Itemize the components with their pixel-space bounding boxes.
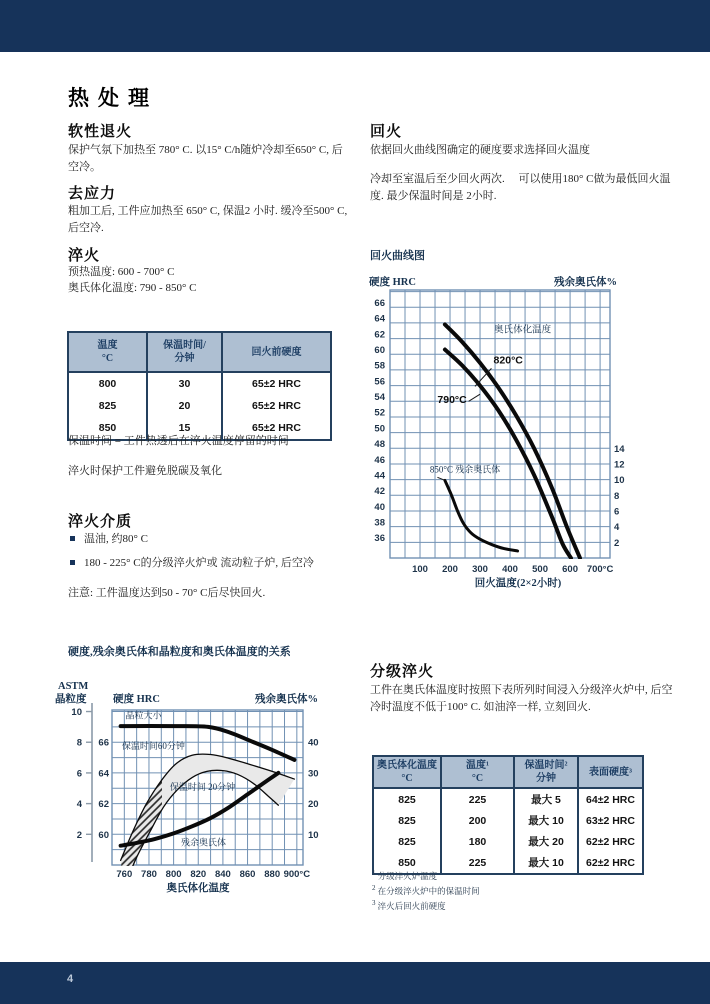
left-tick-label: 66 bbox=[98, 737, 109, 749]
left-tick-label: 44 bbox=[374, 470, 385, 482]
astm-tick-label: 4 bbox=[76, 799, 82, 811]
heading-quench-media: 淬火介质 bbox=[68, 513, 133, 530]
column-header: 表面硬度³ bbox=[578, 756, 643, 788]
right-tick-label: 30 bbox=[308, 768, 319, 780]
x-axis-label: 回火温度(2×2小时) bbox=[474, 578, 562, 589]
astm-tick-label: 10 bbox=[71, 707, 82, 719]
right-tick-label: 14 bbox=[614, 443, 625, 455]
x-tick-label: 700°C bbox=[586, 564, 614, 575]
axis-title: 晶粒度 bbox=[55, 694, 87, 705]
axis-title: ASTM bbox=[58, 681, 89, 692]
table-cell: 800 bbox=[68, 372, 147, 395]
chart-annotation: 晶粒大小 bbox=[125, 710, 162, 721]
austenitizing-chart-title: 硬度,残余奥氏体和晶粒度和奥氏体温度的关系 bbox=[68, 646, 291, 658]
axis-title: 硬度 HRC bbox=[113, 694, 160, 705]
table-cell: 62±2 HRC bbox=[578, 852, 643, 874]
table-cell: 825 bbox=[373, 810, 441, 831]
x-tick-label: 600 bbox=[562, 564, 579, 575]
footnote: $^3$ 淬火后回火前硬度 bbox=[372, 899, 446, 911]
heading-tempering: 回火 bbox=[370, 123, 403, 140]
x-tick-label: 780 bbox=[141, 869, 157, 880]
table-cell: 62±2 HRC bbox=[578, 831, 643, 852]
table-cell: 225 bbox=[441, 852, 514, 874]
left-tick-label: 36 bbox=[374, 533, 385, 545]
quench-table-note2: 淬火时保护工件避免脱碳及氧化 bbox=[68, 465, 222, 477]
left-tick-label: 64 bbox=[98, 768, 109, 780]
bullet-square-icon bbox=[70, 560, 75, 565]
right-tick-label: 2 bbox=[614, 537, 620, 549]
table-cell: 200 bbox=[441, 810, 514, 831]
left-tick-label: 58 bbox=[374, 360, 385, 372]
heading-quenching: 淬火 bbox=[68, 247, 101, 264]
page-title: 热处理 bbox=[68, 86, 158, 110]
austenitizing-chart bbox=[50, 674, 330, 910]
heading-soft-annealing: 软性退火 bbox=[68, 123, 133, 140]
bullet-text: 180 - 225° C的分级淬火炉或 流动粒子炉, 后空冷 bbox=[84, 556, 314, 569]
table-cell: 225 bbox=[441, 788, 514, 810]
x-tick-label: 900°C bbox=[283, 869, 311, 880]
table-cell: 最大 5 bbox=[514, 788, 578, 810]
quench-media-list bbox=[68, 531, 353, 578]
list-item bbox=[68, 531, 353, 548]
tempering-chart bbox=[368, 270, 710, 600]
table-cell: 64±2 HRC bbox=[578, 788, 643, 810]
left-tick-label: 60 bbox=[374, 345, 385, 357]
chart-annotation: 残余奥氏体 bbox=[181, 837, 227, 848]
x-tick-label: 100 bbox=[412, 564, 428, 575]
soft-annealing-text: 保护气氛下加热至 780° C. 以15° C/h随炉冷却至650° C, 后空冷。 bbox=[68, 144, 343, 173]
chart-annotation: 保温时间 20分钟 bbox=[169, 781, 236, 792]
table-cell: 最大 20 bbox=[514, 831, 578, 852]
left-tick-label: 46 bbox=[374, 454, 385, 466]
column-header: 温度¹ °C bbox=[441, 756, 514, 788]
table-cell: 825 bbox=[68, 395, 147, 417]
table-row bbox=[373, 788, 643, 810]
column-header: 回火前硬度 bbox=[222, 332, 331, 372]
axis-title: 残余奥氏体% bbox=[554, 277, 617, 288]
table-cell: 30 bbox=[147, 372, 222, 395]
table-cell: 65±2 HRC bbox=[222, 417, 331, 440]
quench-media-note: 注意: 工件温度达到50 - 70° C后尽快回火. bbox=[68, 587, 266, 599]
axis-title: 残余奥氏体% bbox=[255, 694, 318, 705]
table-cell: 825 bbox=[373, 831, 441, 852]
right-tick-label: 10 bbox=[308, 829, 319, 841]
right-tick-label: 6 bbox=[614, 506, 620, 518]
left-tick-label: 62 bbox=[374, 329, 385, 341]
column-header: 保温时间/ 分钟 bbox=[147, 332, 222, 372]
x-axis-label: 奥氏体化温度 bbox=[166, 883, 230, 894]
bullet-square-icon bbox=[70, 536, 75, 541]
martempering-text: 工件在奥氏体温度时按照下表所列时间浸入分级淬火炉中, 后空冷时温度不低于100° C. 如油淬一样, 立刻回火. bbox=[370, 684, 673, 713]
chart-annotation: 850°C 残余奥氏体 bbox=[429, 464, 501, 475]
table-cell: 825 bbox=[373, 788, 441, 810]
astm-tick-label: 2 bbox=[76, 829, 82, 841]
chart-annotation: 保温时间60分钟 bbox=[121, 741, 185, 752]
table-cell: 850 bbox=[373, 852, 441, 874]
top-banner bbox=[0, 0, 710, 52]
table-cell: 20 bbox=[147, 395, 222, 417]
stress-relief-text: 粗加工后, 工件应加热至 650° C, 保温2 小时. 缓冷至500° C, 后空冷. bbox=[68, 205, 348, 234]
right-tick-label: 40 bbox=[308, 737, 319, 749]
left-tick-label: 52 bbox=[374, 407, 385, 419]
list-item bbox=[68, 555, 353, 572]
tempering-text-1: 依据回火曲线图确定的硬度要求选择回火温度 bbox=[370, 144, 590, 156]
column-header: 保温时间² 分钟 bbox=[514, 756, 578, 788]
axis-title: 硬度 HRC bbox=[369, 277, 416, 288]
series-curve-3 bbox=[445, 480, 518, 551]
left-tick-label: 50 bbox=[374, 423, 385, 435]
tempering-chart-title: 回火曲线图 bbox=[370, 250, 425, 262]
left-tick-label: 40 bbox=[374, 501, 385, 513]
x-tick-label: 400 bbox=[502, 564, 518, 575]
chart-annotation: 奥氏体化温度 bbox=[494, 325, 552, 336]
annotation-leader bbox=[469, 394, 480, 401]
table-cell: 65±2 HRC bbox=[222, 372, 331, 395]
column-header: 温度 °C bbox=[68, 332, 147, 372]
x-tick-label: 500 bbox=[532, 564, 548, 575]
mart-table-footnotes bbox=[372, 868, 480, 913]
left-tick-label: 64 bbox=[374, 313, 385, 325]
bullet-text: 温油, 约80° C bbox=[84, 533, 148, 545]
x-tick-label: 800 bbox=[165, 869, 182, 880]
table-cell: 15 bbox=[147, 417, 222, 440]
x-tick-label: 820 bbox=[190, 869, 207, 880]
quench-table-note1: 保温时间 = 工件热透后在淬火温度停留的时间 bbox=[68, 435, 289, 447]
left-tick-label: 62 bbox=[98, 799, 109, 811]
chart-annotation: 820°C bbox=[493, 354, 523, 367]
x-tick-label: 860 bbox=[239, 869, 256, 880]
quench-austenitizing-text: 奥氏体化温度: 790 - 850° C bbox=[68, 282, 197, 294]
left-tick-label: 38 bbox=[374, 517, 385, 529]
x-tick-label: 880 bbox=[264, 869, 281, 880]
x-tick-label: 300 bbox=[472, 564, 488, 575]
quench-preheat-text: 预热温度: 600 - 700° C bbox=[68, 266, 175, 278]
page-number: 4 bbox=[67, 973, 74, 985]
right-tick-label: 10 bbox=[614, 475, 625, 487]
quench-table bbox=[67, 331, 332, 441]
chart-annotation: 790°C bbox=[437, 393, 467, 406]
quench-table-container bbox=[67, 331, 332, 441]
table-row bbox=[373, 810, 643, 831]
table-cell: 最大 10 bbox=[514, 810, 578, 831]
footnote: $^2$ 在分级淬火炉中的保温时间 bbox=[372, 884, 480, 896]
column-header: 奥氏体化温度 °C bbox=[373, 756, 441, 788]
right-tick-label: 4 bbox=[614, 522, 620, 534]
table-cell: 65±2 HRC bbox=[222, 395, 331, 417]
left-tick-label: 60 bbox=[98, 829, 109, 841]
heading-stress-relief: 去应力 bbox=[68, 185, 117, 202]
right-tick-label: 8 bbox=[614, 490, 620, 502]
x-tick-label: 200 bbox=[442, 564, 458, 575]
tempering-text-2: 冷却至室温后至少回火两次. 可以使用180° C做为最低回火温度. 最少保温时间是 2小时. bbox=[370, 173, 671, 202]
table-cell: 850 bbox=[68, 417, 147, 440]
bottom-banner bbox=[0, 962, 710, 1004]
table-cell: 最大 10 bbox=[514, 852, 578, 874]
x-tick-label: 840 bbox=[214, 869, 231, 880]
left-tick-label: 54 bbox=[374, 392, 385, 404]
footnote: $^1$ 分级淬火炉温度 bbox=[372, 869, 438, 881]
table-cell: 180 bbox=[441, 831, 514, 852]
mart-table-container bbox=[372, 755, 644, 875]
heading-martempering: 分级淬火 bbox=[370, 663, 435, 680]
table-row bbox=[68, 372, 331, 395]
left-tick-label: 42 bbox=[374, 486, 385, 498]
astm-tick-label: 6 bbox=[76, 768, 82, 780]
x-tick-label: 760 bbox=[116, 869, 133, 880]
table-row bbox=[373, 831, 643, 852]
astm-tick-label: 8 bbox=[76, 737, 82, 749]
left-tick-label: 56 bbox=[374, 376, 385, 388]
mart-table bbox=[372, 755, 644, 875]
left-tick-label: 48 bbox=[374, 439, 385, 451]
right-tick-label: 12 bbox=[614, 459, 625, 471]
table-cell: 63±2 HRC bbox=[578, 810, 643, 831]
left-tick-label: 66 bbox=[374, 298, 385, 310]
table-row bbox=[68, 395, 331, 417]
right-tick-label: 20 bbox=[308, 799, 319, 811]
